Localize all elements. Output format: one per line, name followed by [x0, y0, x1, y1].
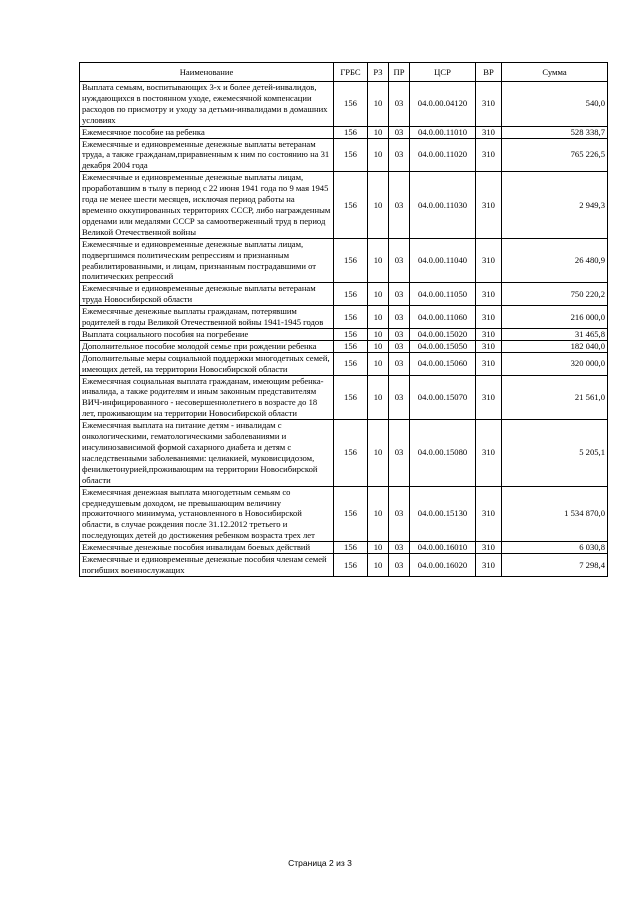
- cell-csr: 04.0.00.16010: [410, 542, 476, 554]
- table-body: [80, 82, 608, 577]
- cell-csr: 04.0.00.11050: [410, 283, 476, 306]
- cell-grbs: 156: [334, 82, 368, 127]
- cell-csr: 04.0.00.15070: [410, 375, 476, 420]
- cell-csr: 04.0.00.15130: [410, 486, 476, 542]
- header-grbs: ГРБС: [334, 63, 368, 82]
- table-row: [80, 328, 608, 340]
- cell-sum: 320 000,0: [502, 352, 608, 375]
- table-row: [80, 172, 608, 238]
- cell-vr: 310: [476, 420, 502, 486]
- table-row: [80, 82, 608, 127]
- cell-sum: 26 480,9: [502, 238, 608, 283]
- cell-rz: 10: [368, 420, 389, 486]
- cell-pr: 03: [389, 375, 410, 420]
- cell-name: Ежемесячные и единовременные денежные выплаты ветеранам труда Новосибирской области: [80, 283, 334, 306]
- cell-vr: 310: [476, 138, 502, 172]
- table-header-row: [80, 63, 608, 82]
- cell-rz: 10: [368, 172, 389, 238]
- cell-name: Ежемесячная выплата на питание детям - инвалидам с онкологическими, гематологическими заболеваниями и инсулинозависимой формой сахарного диабета и детям с наследственными заболеваниями: целиакией, муковисцидозом, фенилкетонурией,проживающим на территории Новосибирской области: [80, 420, 334, 486]
- cell-grbs: 156: [334, 340, 368, 352]
- cell-grbs: 156: [334, 283, 368, 306]
- cell-grbs: 156: [334, 486, 368, 542]
- cell-vr: 310: [476, 283, 502, 306]
- cell-csr: 04.0.00.11020: [410, 138, 476, 172]
- cell-csr: 04.0.00.11060: [410, 306, 476, 329]
- cell-grbs: 156: [334, 238, 368, 283]
- cell-pr: 03: [389, 340, 410, 352]
- cell-pr: 03: [389, 238, 410, 283]
- cell-name: Ежемесячные и единовременные денежные выплаты ветеранам труда, а также гражданам,приравненным к ним по состоянию на 31 декабря 2004 года: [80, 138, 334, 172]
- cell-name: Дополнительные меры социальной поддержки многодетных семей, имеющих детей, на территории Новосибирской области: [80, 352, 334, 375]
- cell-pr: 03: [389, 306, 410, 329]
- cell-vr: 310: [476, 82, 502, 127]
- cell-csr: 04.0.00.15020: [410, 328, 476, 340]
- table-row: [80, 126, 608, 138]
- cell-sum: 6 030,8: [502, 542, 608, 554]
- cell-grbs: 156: [334, 375, 368, 420]
- cell-sum: 182 040,0: [502, 340, 608, 352]
- cell-name: Ежемесячные и единовременные денежные пособия членам семей погибших военнослужащих: [80, 554, 334, 577]
- cell-sum: 21 561,0: [502, 375, 608, 420]
- table-row: [80, 138, 608, 172]
- cell-name: Выплата социального пособия на погребение: [80, 328, 334, 340]
- cell-vr: 310: [476, 486, 502, 542]
- cell-rz: 10: [368, 375, 389, 420]
- cell-vr: 310: [476, 352, 502, 375]
- cell-sum: 2 949,3: [502, 172, 608, 238]
- cell-name: Ежемесячная денежная выплата многодетным семьям со среднедушевым доходом, не превышающим величину прожиточного минимума, установленного в Новосибирской области, в случае рождения после 31.12.2012 третьего и последующих детей до достижения ребенком возраста трех лет: [80, 486, 334, 542]
- cell-pr: 03: [389, 138, 410, 172]
- cell-name: Ежемесячная социальная выплата гражданам, имеющим ребенка-инвалида, а также родителям и иным законным представителям ВИЧ-инфицированного - несовершеннолетнего в возрасте до 18 лет, проживающим на территории Новосибирской области: [80, 375, 334, 420]
- cell-vr: 310: [476, 328, 502, 340]
- table-row: [80, 306, 608, 329]
- cell-grbs: 156: [334, 126, 368, 138]
- table-row: [80, 554, 608, 577]
- cell-vr: 310: [476, 238, 502, 283]
- cell-sum: 540,0: [502, 82, 608, 127]
- cell-vr: 310: [476, 306, 502, 329]
- cell-rz: 10: [368, 82, 389, 127]
- cell-grbs: 156: [334, 306, 368, 329]
- cell-csr: 04.0.00.04120: [410, 82, 476, 127]
- cell-rz: 10: [368, 554, 389, 577]
- cell-grbs: 156: [334, 138, 368, 172]
- cell-csr: 04.0.00.11040: [410, 238, 476, 283]
- cell-sum: 1 534 870,0: [502, 486, 608, 542]
- cell-pr: 03: [389, 542, 410, 554]
- table-row: [80, 352, 608, 375]
- cell-name: Ежемесячные денежные пособия инвалидам боевых действий: [80, 542, 334, 554]
- cell-name: Дополнительное пособие молодой семье при рождении ребенка: [80, 340, 334, 352]
- cell-grbs: 156: [334, 554, 368, 577]
- cell-sum: 528 338,7: [502, 126, 608, 138]
- table-row: [80, 486, 608, 542]
- cell-vr: 310: [476, 375, 502, 420]
- cell-grbs: 156: [334, 328, 368, 340]
- cell-grbs: 156: [334, 172, 368, 238]
- cell-sum: 750 220,2: [502, 283, 608, 306]
- cell-rz: 10: [368, 352, 389, 375]
- cell-name: Ежемесячное пособие на ребенка: [80, 126, 334, 138]
- page-number: Страница 2 из 3: [288, 858, 352, 868]
- cell-rz: 10: [368, 238, 389, 283]
- cell-csr: 04.0.00.15080: [410, 420, 476, 486]
- cell-csr: 04.0.00.15060: [410, 352, 476, 375]
- cell-sum: 31 465,8: [502, 328, 608, 340]
- cell-vr: 310: [476, 554, 502, 577]
- cell-pr: 03: [389, 82, 410, 127]
- cell-pr: 03: [389, 172, 410, 238]
- header-csr: ЦСР: [410, 63, 476, 82]
- cell-name: Ежемесячные и единовременные денежные выплаты лицам, проработавшим в тылу в период с 22 июня 1941 года по 9 мая 1945 года не менее шести месяцев, исключая период работы на временно оккупированных территориях СССР, либо награжденным орденами или медалями СССР за самоотверженный труд в период Великой Отечественной войны: [80, 172, 334, 238]
- header-pr: ПР: [389, 63, 410, 82]
- cell-vr: 310: [476, 542, 502, 554]
- cell-grbs: 156: [334, 542, 368, 554]
- cell-vr: 310: [476, 172, 502, 238]
- cell-sum: 5 205,1: [502, 420, 608, 486]
- cell-vr: 310: [476, 340, 502, 352]
- table-row: [80, 340, 608, 352]
- header-sum: Сумма: [502, 63, 608, 82]
- table-row: [80, 283, 608, 306]
- cell-sum: 765 226,5: [502, 138, 608, 172]
- cell-vr: 310: [476, 126, 502, 138]
- cell-pr: 03: [389, 126, 410, 138]
- header-name: Наименование: [80, 63, 334, 82]
- cell-grbs: 156: [334, 420, 368, 486]
- cell-pr: 03: [389, 554, 410, 577]
- cell-rz: 10: [368, 328, 389, 340]
- cell-csr: 04.0.00.11030: [410, 172, 476, 238]
- cell-rz: 10: [368, 542, 389, 554]
- cell-csr: 04.0.00.15050: [410, 340, 476, 352]
- cell-pr: 03: [389, 283, 410, 306]
- table-row: [80, 238, 608, 283]
- cell-name: Выплата семьям, воспитывающих 3-х и более детей-инвалидов, нуждающихся в постоянном уходе, ежемесячной компенсации расходов по присмотру и уходу за детьми-инвалидами в домашних условиях: [80, 82, 334, 127]
- cell-pr: 03: [389, 328, 410, 340]
- cell-name: Ежемесячные и единовременные денежные выплаты лицам, подвергшимся политическим репрессиям и признанным реабилитированными, и лицам, признанным пострадавшими от политических репрессий: [80, 238, 334, 283]
- header-rz: РЗ: [368, 63, 389, 82]
- cell-rz: 10: [368, 340, 389, 352]
- cell-pr: 03: [389, 486, 410, 542]
- cell-pr: 03: [389, 352, 410, 375]
- table-row: [80, 542, 608, 554]
- cell-sum: 216 000,0: [502, 306, 608, 329]
- header-vr: ВР: [476, 63, 502, 82]
- table-row: [80, 420, 608, 486]
- table-row: [80, 375, 608, 420]
- cell-csr: 04.0.00.16020: [410, 554, 476, 577]
- cell-rz: 10: [368, 306, 389, 329]
- budget-table: [79, 62, 608, 577]
- cell-sum: 7 298,4: [502, 554, 608, 577]
- cell-rz: 10: [368, 138, 389, 172]
- cell-rz: 10: [368, 283, 389, 306]
- cell-pr: 03: [389, 420, 410, 486]
- cell-name: Ежемесячные денежные выплаты гражданам, потерявшим родителей в годы Великой Отечественной войны 1941-1945 годов: [80, 306, 334, 329]
- cell-csr: 04.0.00.11010: [410, 126, 476, 138]
- cell-rz: 10: [368, 126, 389, 138]
- cell-grbs: 156: [334, 352, 368, 375]
- cell-rz: 10: [368, 486, 389, 542]
